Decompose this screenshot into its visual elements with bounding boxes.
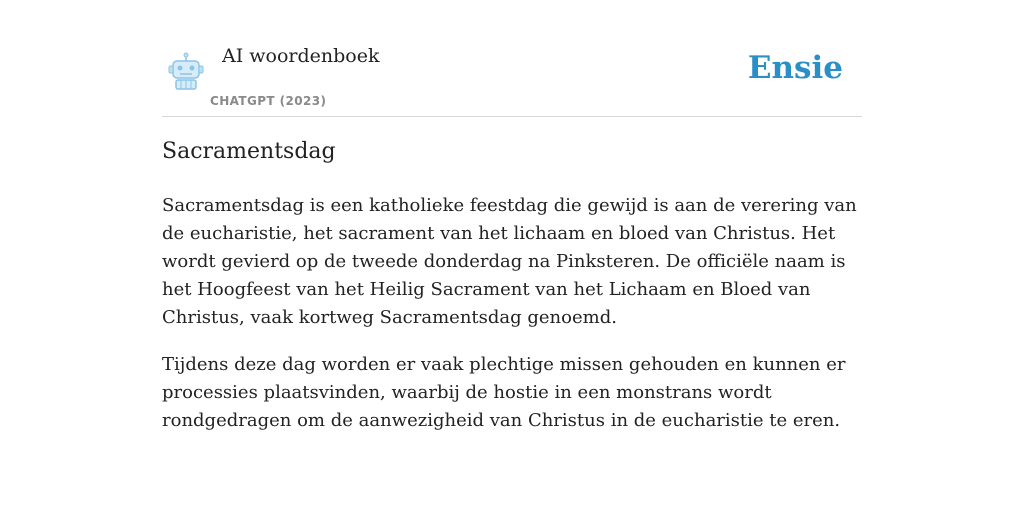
- robot-icon: [166, 52, 206, 92]
- entry-title: Sacramentsdag: [162, 139, 336, 164]
- entry-body: [162, 192, 862, 454]
- entry-header: [162, 0, 862, 117]
- brand-logo[interactable]: Ensie: [747, 50, 843, 86]
- source-subtitle: CHATGPT (2023): [210, 94, 327, 108]
- source-title[interactable]: AI woordenboek: [222, 45, 380, 67]
- entry-paragraph: Tijdens deze dag worden er vaak plechtige missen gehouden en kunnen er processies plaatsvinden, waarbij de hostie in een monstrans wordt rondgedragen om de aanwezigheid van Christus in de eucharistie te eren.: [162, 354, 846, 431]
- entry-paragraph: Sacramentsdag is een katholieke feestdag die gewijd is aan de verering van de eucharistie, het sacrament van het lichaam en bloed van Christus. Het wordt gevierd op de tweede donderdag na Pinksteren. De officiële naam is het Hoogfeest van het Heilig Sacrament van het Lichaam en Bloed van Christus, vaak kortweg Sacramentsdag genoemd.: [162, 195, 857, 328]
